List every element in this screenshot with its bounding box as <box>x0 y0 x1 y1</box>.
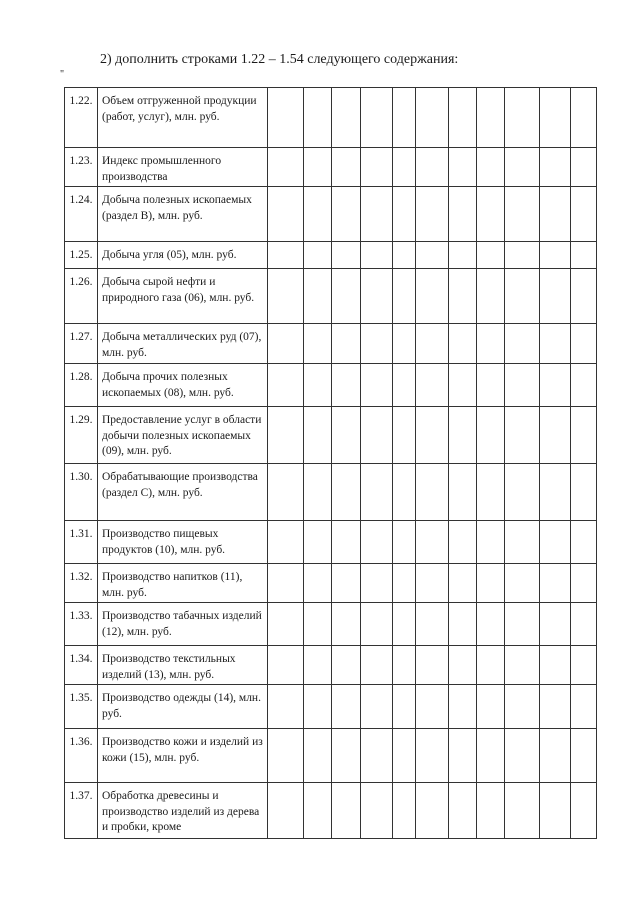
empty-value-cell <box>332 324 361 364</box>
empty-value-cell <box>304 564 332 603</box>
row-indicator-name: Предоставление услуг в области добычи полезных ископаемых (09), млн. руб. <box>98 407 268 464</box>
row-number: 1.37. <box>65 783 98 839</box>
empty-value-cell <box>268 88 304 148</box>
empty-value-cell <box>393 324 416 364</box>
empty-value-cell <box>449 521 477 564</box>
empty-value-cell <box>477 187 505 242</box>
empty-value-cell <box>304 685 332 729</box>
empty-value-cell <box>304 187 332 242</box>
empty-value-cell <box>361 364 393 407</box>
row-indicator-name: Обработка древесины и производство изделий из дерева и пробки, кроме <box>98 783 268 839</box>
empty-value-cell <box>361 521 393 564</box>
row-number: 1.33. <box>65 603 98 646</box>
empty-value-cell <box>505 685 540 729</box>
empty-value-cell <box>416 148 449 187</box>
empty-value-cell <box>393 521 416 564</box>
table-row <box>65 564 597 603</box>
empty-value-cell <box>268 521 304 564</box>
empty-value-cell <box>393 646 416 685</box>
table-row <box>65 646 597 685</box>
row-number: 1.26. <box>65 269 98 324</box>
empty-value-cell <box>540 783 571 839</box>
table-row <box>65 783 597 839</box>
empty-value-cell <box>416 685 449 729</box>
empty-value-cell <box>332 646 361 685</box>
empty-value-cell <box>540 464 571 521</box>
row-number: 1.35. <box>65 685 98 729</box>
table-row <box>65 187 597 242</box>
table-row <box>65 242 597 269</box>
row-indicator-name: Индекс промышленного производства <box>98 148 268 187</box>
empty-value-cell <box>332 783 361 839</box>
empty-value-cell <box>449 148 477 187</box>
empty-value-cell <box>540 407 571 464</box>
empty-value-cell <box>571 324 597 364</box>
empty-value-cell <box>268 187 304 242</box>
empty-value-cell <box>540 148 571 187</box>
empty-value-cell <box>571 269 597 324</box>
empty-value-cell <box>332 464 361 521</box>
empty-value-cell <box>304 783 332 839</box>
empty-value-cell <box>540 269 571 324</box>
empty-value-cell <box>449 564 477 603</box>
empty-value-cell <box>571 564 597 603</box>
empty-value-cell <box>505 242 540 269</box>
row-indicator-name: Обрабатывающие производства (раздел C), млн. руб. <box>98 464 268 521</box>
empty-value-cell <box>304 464 332 521</box>
row-number: 1.32. <box>65 564 98 603</box>
empty-value-cell <box>332 269 361 324</box>
empty-value-cell <box>505 187 540 242</box>
empty-value-cell <box>449 324 477 364</box>
empty-value-cell <box>304 242 332 269</box>
row-indicator-name: Производство текстильных изделий (13), млн. руб. <box>98 646 268 685</box>
empty-value-cell <box>477 685 505 729</box>
table-row <box>65 729 597 783</box>
empty-value-cell <box>505 88 540 148</box>
row-number: 1.29. <box>65 407 98 464</box>
empty-value-cell <box>268 783 304 839</box>
empty-value-cell <box>449 464 477 521</box>
empty-value-cell <box>304 148 332 187</box>
empty-value-cell <box>332 521 361 564</box>
empty-value-cell <box>449 88 477 148</box>
empty-value-cell <box>505 364 540 407</box>
empty-value-cell <box>332 364 361 407</box>
empty-value-cell <box>477 564 505 603</box>
empty-value-cell <box>449 269 477 324</box>
row-indicator-name: Производство табачных изделий (12), млн. руб. <box>98 603 268 646</box>
empty-value-cell <box>304 407 332 464</box>
empty-value-cell <box>505 729 540 783</box>
table-row <box>65 148 597 187</box>
empty-value-cell <box>449 685 477 729</box>
empty-value-cell <box>268 148 304 187</box>
empty-value-cell <box>505 521 540 564</box>
empty-value-cell <box>505 646 540 685</box>
table-row <box>65 88 597 148</box>
row-indicator-name: Производство напитков (11), млн. руб. <box>98 564 268 603</box>
empty-value-cell <box>571 464 597 521</box>
row-number: 1.22. <box>65 88 98 148</box>
empty-value-cell <box>268 324 304 364</box>
empty-value-cell <box>416 242 449 269</box>
empty-value-cell <box>505 324 540 364</box>
table-row <box>65 324 597 364</box>
empty-value-cell <box>416 646 449 685</box>
empty-value-cell <box>416 464 449 521</box>
empty-value-cell <box>571 646 597 685</box>
empty-value-cell <box>361 646 393 685</box>
empty-value-cell <box>393 783 416 839</box>
empty-value-cell <box>416 521 449 564</box>
empty-value-cell <box>361 783 393 839</box>
empty-value-cell <box>477 148 505 187</box>
empty-value-cell <box>505 464 540 521</box>
empty-value-cell <box>571 521 597 564</box>
empty-value-cell <box>449 729 477 783</box>
empty-value-cell <box>332 685 361 729</box>
empty-value-cell <box>416 407 449 464</box>
empty-value-cell <box>540 88 571 148</box>
empty-value-cell <box>571 729 597 783</box>
empty-value-cell <box>361 464 393 521</box>
empty-value-cell <box>540 603 571 646</box>
row-indicator-name: Производство одежды (14), млн. руб. <box>98 685 268 729</box>
row-indicator-name: Производство кожи и изделий из кожи (15), млн. руб. <box>98 729 268 783</box>
empty-value-cell <box>332 148 361 187</box>
empty-value-cell <box>449 407 477 464</box>
empty-value-cell <box>268 364 304 407</box>
section-heading: 2) дополнить строками 1.22 – 1.54 следующего содержания: <box>100 52 459 67</box>
empty-value-cell <box>416 729 449 783</box>
empty-value-cell <box>332 564 361 603</box>
empty-value-cell <box>393 729 416 783</box>
table-row <box>65 364 597 407</box>
empty-value-cell <box>361 564 393 603</box>
row-indicator-name: Добыча прочих полезных ископаемых (08), млн. руб. <box>98 364 268 407</box>
empty-value-cell <box>393 187 416 242</box>
empty-value-cell <box>304 88 332 148</box>
empty-value-cell <box>393 364 416 407</box>
empty-value-cell <box>393 464 416 521</box>
row-number: 1.31. <box>65 521 98 564</box>
empty-value-cell <box>449 603 477 646</box>
empty-value-cell <box>304 646 332 685</box>
table-row <box>65 269 597 324</box>
row-number: 1.36. <box>65 729 98 783</box>
empty-value-cell <box>416 269 449 324</box>
empty-value-cell <box>361 148 393 187</box>
row-indicator-name: Объем отгруженной продукции (работ, услуг), млн. руб. <box>98 88 268 148</box>
empty-value-cell <box>416 564 449 603</box>
empty-value-cell <box>393 242 416 269</box>
empty-value-cell <box>304 324 332 364</box>
row-indicator-name: Производство пищевых продуктов (10), млн. руб. <box>98 521 268 564</box>
row-number: 1.27. <box>65 324 98 364</box>
empty-value-cell <box>571 242 597 269</box>
empty-value-cell <box>477 646 505 685</box>
empty-value-cell <box>540 646 571 685</box>
empty-value-cell <box>477 242 505 269</box>
table-row <box>65 464 597 521</box>
table-row <box>65 521 597 564</box>
empty-value-cell <box>540 729 571 783</box>
empty-value-cell <box>268 729 304 783</box>
row-number: 1.24. <box>65 187 98 242</box>
empty-value-cell <box>304 729 332 783</box>
table-row <box>65 685 597 729</box>
empty-value-cell <box>361 324 393 364</box>
empty-value-cell <box>571 603 597 646</box>
empty-value-cell <box>304 364 332 407</box>
opening-quote-mark: " <box>60 69 65 80</box>
empty-value-cell <box>571 364 597 407</box>
empty-value-cell <box>540 187 571 242</box>
empty-value-cell <box>268 269 304 324</box>
empty-value-cell <box>505 603 540 646</box>
empty-value-cell <box>416 88 449 148</box>
empty-value-cell <box>268 685 304 729</box>
empty-value-cell <box>477 521 505 564</box>
empty-value-cell <box>540 521 571 564</box>
empty-value-cell <box>477 729 505 783</box>
row-indicator-name: Добыча угля (05), млн. руб. <box>98 242 268 269</box>
empty-value-cell <box>571 187 597 242</box>
empty-value-cell <box>449 187 477 242</box>
empty-value-cell <box>332 187 361 242</box>
row-indicator-name: Добыча металлических руд (07), млн. руб. <box>98 324 268 364</box>
empty-value-cell <box>449 242 477 269</box>
empty-value-cell <box>393 685 416 729</box>
empty-value-cell <box>540 364 571 407</box>
empty-value-cell <box>393 88 416 148</box>
empty-value-cell <box>571 148 597 187</box>
row-number: 1.23. <box>65 148 98 187</box>
indicator-table <box>64 87 597 839</box>
empty-value-cell <box>540 685 571 729</box>
empty-value-cell <box>416 364 449 407</box>
empty-value-cell <box>361 242 393 269</box>
empty-value-cell <box>361 685 393 729</box>
empty-value-cell <box>505 783 540 839</box>
empty-value-cell <box>477 783 505 839</box>
empty-value-cell <box>477 464 505 521</box>
row-number: 1.30. <box>65 464 98 521</box>
empty-value-cell <box>416 187 449 242</box>
empty-value-cell <box>393 148 416 187</box>
row-indicator-name: Добыча полезных ископаемых (раздел B), млн. руб. <box>98 187 268 242</box>
empty-value-cell <box>540 324 571 364</box>
empty-value-cell <box>477 407 505 464</box>
empty-value-cell <box>571 88 597 148</box>
empty-value-cell <box>361 407 393 464</box>
empty-value-cell <box>268 464 304 521</box>
empty-value-cell <box>268 603 304 646</box>
empty-value-cell <box>571 783 597 839</box>
empty-value-cell <box>540 242 571 269</box>
empty-value-cell <box>332 729 361 783</box>
empty-value-cell <box>361 269 393 324</box>
empty-value-cell <box>505 148 540 187</box>
table-row <box>65 407 597 464</box>
empty-value-cell <box>449 646 477 685</box>
empty-value-cell <box>505 407 540 464</box>
empty-value-cell <box>393 269 416 324</box>
empty-value-cell <box>332 88 361 148</box>
empty-value-cell <box>477 324 505 364</box>
empty-value-cell <box>477 364 505 407</box>
empty-value-cell <box>416 783 449 839</box>
empty-value-cell <box>361 88 393 148</box>
empty-value-cell <box>416 324 449 364</box>
empty-value-cell <box>393 603 416 646</box>
row-number: 1.34. <box>65 646 98 685</box>
empty-value-cell <box>361 187 393 242</box>
empty-value-cell <box>393 564 416 603</box>
empty-value-cell <box>361 729 393 783</box>
empty-value-cell <box>304 269 332 324</box>
empty-value-cell <box>268 407 304 464</box>
row-indicator-name: Добыча сырой нефти и природного газа (06), млн. руб. <box>98 269 268 324</box>
empty-value-cell <box>304 521 332 564</box>
empty-value-cell <box>332 407 361 464</box>
empty-value-cell <box>416 603 449 646</box>
empty-value-cell <box>477 603 505 646</box>
row-number: 1.25. <box>65 242 98 269</box>
empty-value-cell <box>449 364 477 407</box>
empty-value-cell <box>332 242 361 269</box>
empty-value-cell <box>361 603 393 646</box>
table-row <box>65 603 597 646</box>
empty-value-cell <box>540 564 571 603</box>
empty-value-cell <box>477 88 505 148</box>
empty-value-cell <box>505 564 540 603</box>
empty-value-cell <box>332 603 361 646</box>
empty-value-cell <box>304 603 332 646</box>
empty-value-cell <box>268 242 304 269</box>
empty-value-cell <box>571 407 597 464</box>
empty-value-cell <box>393 407 416 464</box>
row-number: 1.28. <box>65 364 98 407</box>
empty-value-cell <box>477 269 505 324</box>
empty-value-cell <box>449 783 477 839</box>
empty-value-cell <box>268 646 304 685</box>
empty-value-cell <box>268 564 304 603</box>
empty-value-cell <box>571 685 597 729</box>
empty-value-cell <box>505 269 540 324</box>
